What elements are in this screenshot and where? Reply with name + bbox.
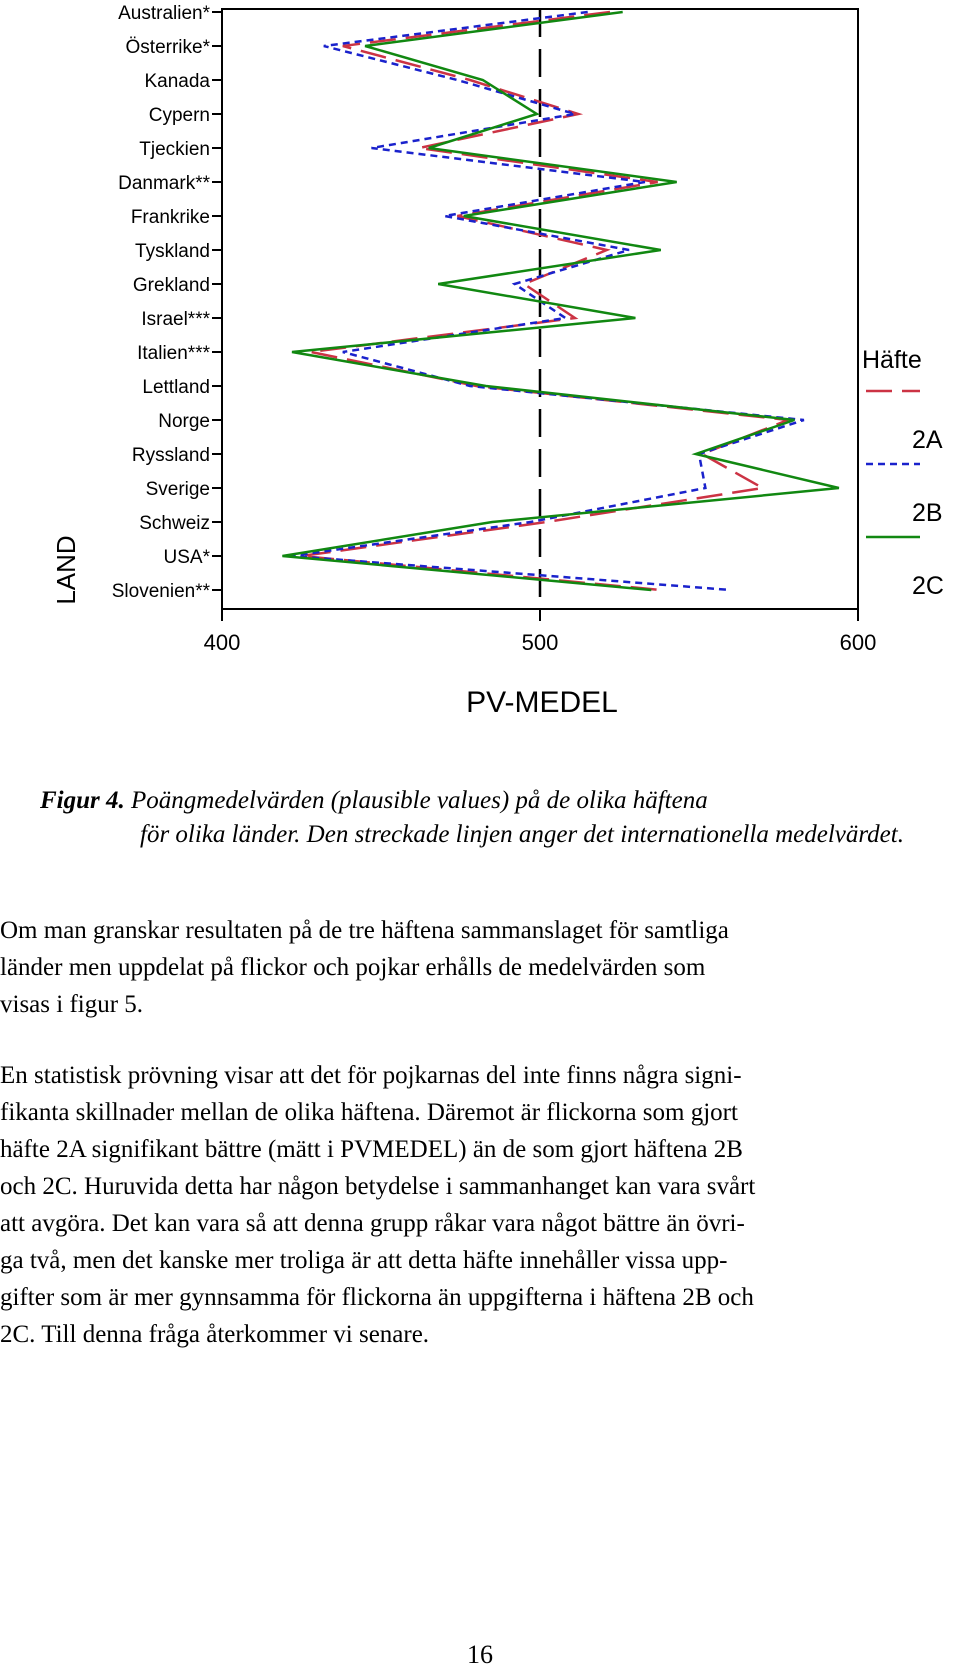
y-axis-ticks xyxy=(112,3,222,602)
figure-caption-rest: för olika länder. Den streckade linjen anger det internationella medelvärdet. xyxy=(140,821,904,848)
page-number: 16 xyxy=(467,1640,493,1669)
legend xyxy=(862,346,944,600)
y-tick-label: Norge xyxy=(158,411,210,432)
y-tick-label: Tjeckien xyxy=(139,139,210,160)
y-tick-label: Ryssland xyxy=(131,445,210,466)
y-tick-label: Danmark** xyxy=(118,173,210,194)
legend-label-2b: 2B xyxy=(912,499,943,527)
legend-label-2c: 2C xyxy=(912,572,944,600)
figure-caption-line1: Poängmedelvärden (plausible values) på de olika häftena xyxy=(131,787,708,814)
y-tick-label: Kanada xyxy=(144,71,210,92)
y-tick-label: Grekland xyxy=(132,275,210,296)
y-tick-label: Lettland xyxy=(142,377,210,398)
x-tick-label: 600 xyxy=(839,630,877,655)
x-axis-ticks xyxy=(204,609,877,655)
y-tick-label: Israel*** xyxy=(141,309,210,330)
legend-label-2a: 2A xyxy=(912,426,943,454)
x-tick-label: 500 xyxy=(521,630,559,655)
y-axis-label: LAND xyxy=(51,535,81,605)
line-chart xyxy=(0,0,960,720)
legend-title: Häfte xyxy=(862,346,922,374)
y-tick-label: Frankrike xyxy=(130,207,210,228)
y-tick-label: Schweiz xyxy=(139,513,210,534)
y-tick-label: Cypern xyxy=(148,105,210,126)
y-tick-label: Sverige xyxy=(145,479,210,500)
x-axis-label: PV-MEDEL xyxy=(466,686,618,719)
series-line-2c xyxy=(282,12,839,590)
y-tick-label: Australien* xyxy=(118,3,210,24)
y-tick-label: Tyskland xyxy=(135,241,210,262)
series-line-2a xyxy=(302,12,789,590)
y-tick-label: Österrike* xyxy=(125,37,210,58)
y-tick-label: Slovenien** xyxy=(111,581,210,602)
x-tick-label: 400 xyxy=(203,630,241,655)
figure-label: Figur 4. xyxy=(40,787,125,814)
body-paragraph-2: En statistisk prövning visar att det för pojkarnas del inte finns några signi- fikanta skillnader mellan de olika häftena. Däremot är flickorna som gjort häfte 2A signifikant bättre (mätt i PVMEDEL) än de som gjort häftena 2B och 2C. Huruvida detta har någon betydelse i sammanhanget kan vara svårt att avgöra. Det kan vara så att denna grupp råkar vara något bättre än övri- ga två, men det kanske mer troliga är att detta häfte innehåller vissa upp- gifter som är mer gynnsamma för flickorna än uppgifterna i häftena 2B och 2C. Till denna fråga återkommer vi senare. xyxy=(0,1062,756,1348)
body-paragraph-1: Om man granskar resultaten på de tre häftena sammanslaget för samtliga länder men uppdelat på flickor och pojkar erhålls de medelvärden som visas i figur 5. xyxy=(0,917,729,1018)
y-tick-label: USA* xyxy=(163,547,210,568)
figure-caption xyxy=(40,784,920,852)
y-tick-label: Italien*** xyxy=(137,343,210,364)
series-group xyxy=(282,12,839,590)
